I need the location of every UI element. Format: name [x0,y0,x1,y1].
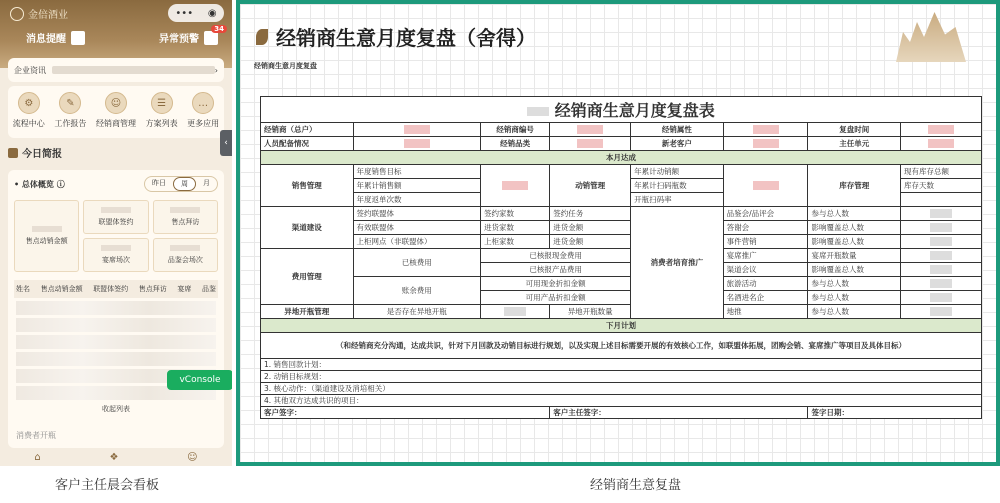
mini-program-capsule[interactable] [168,4,224,22]
label-customer-type: 新老客户 [631,137,724,151]
brand-logo [10,6,68,21]
dealer-icon: ☺ [105,92,127,114]
list-icon: ☰ [151,92,173,114]
more-icon[interactable]: ••• [175,7,194,19]
consumer-item: 事件营销 [723,235,808,249]
redacted-value [504,307,526,316]
consumer-item: 名酒进名企 [723,291,808,305]
metric-sales-amount[interactable] [14,200,79,272]
leaf-icon [256,29,268,45]
consumer-item: 旅游活动 [723,277,808,291]
consumer-metric: 影响覆盖总人数 [808,235,901,249]
channel-count: 上柜家数 [481,235,550,249]
metric-visit[interactable] [153,200,218,234]
redacted-value [930,293,952,302]
logo-text: 金倍酒业 [28,10,68,21]
label-staff: 人员配备情况 [261,137,354,151]
redacted-value [577,139,603,148]
metric-label: 联盟体签约 [98,218,134,226]
side-drawer-handle[interactable]: ‹ [220,130,232,156]
tab-home-icon[interactable]: ⌂ [34,452,41,463]
fee-item: 已核报产品费用 [481,263,631,277]
consumer-item: 答谢会 [723,221,808,235]
channel-count: 进货家数 [481,221,550,235]
redacted-value [404,125,430,134]
metric-label: 品鉴会场次 [167,256,203,264]
brief-icon [8,148,18,158]
label-channel: 渠道建设 [261,207,354,249]
redacted-value [928,139,954,148]
table-title-cell [261,97,982,123]
move-item: 开瓶扫码率 [631,193,724,207]
enterprise-news-bar[interactable] [8,58,224,82]
redacted-value [930,279,952,288]
redacted-mark [527,107,549,116]
label-review-time: 复盘时间 [808,123,901,137]
open-question: 是否存在异地开瓶 [353,305,481,319]
left-caption: 客户主任晨会看板 [55,478,160,493]
redacted-value [930,237,952,246]
move-item: 年累计扫码瓶数 [631,179,724,193]
col-visit: 售点拜访 [138,285,167,293]
app-label: 方案列表 [145,119,178,128]
review-panel [236,0,1000,466]
app-label: 经销商管理 [95,119,136,128]
consumer-metric: 影响覆盖总人数 [808,263,901,277]
move-item: 年累计动销额 [631,165,724,179]
app-dealer-management[interactable] [96,92,136,138]
label-stock: 库存管理 [808,165,901,207]
redacted-value [928,125,954,134]
consumer-item: 品鉴会/品评会 [723,207,808,221]
more-apps-icon: … [192,92,214,114]
label-sales: 销售管理 [261,165,354,207]
table-row [16,318,216,332]
news-text [52,66,215,74]
bottom-tabbar [0,452,232,466]
metric-label: 宴席场次 [101,256,130,264]
overview-card [8,170,224,448]
message-label: 消息提醒 [26,34,66,45]
app-more[interactable] [187,92,219,138]
fee-item: 可用产品折扣金额 [481,291,631,305]
fee-item: 已核报现金费用 [481,249,631,263]
alert-label: 异常预警 [159,34,199,45]
metric-value [170,207,200,213]
label-consumer: 消费者培育推广 [631,207,724,319]
report-icon: ✎ [59,92,81,114]
app-label: 更多应用 [187,119,220,128]
consumer-metric: 参与总人数 [808,277,901,291]
sign-customer: 客户签字： [261,407,550,419]
col-banquet: 宴席 [177,285,192,293]
redacted-value [753,125,779,134]
right-caption: 经销商生意复盘 [590,478,682,493]
skyline-decoration [896,12,966,62]
metric-grid [14,200,218,272]
app-process-center[interactable] [13,92,45,138]
alert-badge: 34 [211,25,227,33]
seg-week[interactable]: 周 [173,177,196,191]
chevron-right-icon: › [214,65,218,75]
app-plan-list[interactable] [146,92,178,138]
label-move: 动销管理 [550,165,631,207]
fee-item: 可用现金折扣金额 [481,277,631,291]
label-dealer-no: 经销商编号 [481,123,550,137]
sales-item: 年度返单次数 [353,193,481,207]
message-icon [71,31,85,45]
plan-line: 3. 核心动作：（渠道建设及消培相关） [261,383,982,395]
sheet-subtitle: 经销商生意月度复盘 [254,62,317,70]
overview-title: • 总体概览 ⓘ [14,179,65,189]
app-work-report[interactable] [54,92,86,138]
fee-verified: 已核费用 [353,249,481,277]
today-brief-title [8,145,62,160]
next-description: （和经销商充分沟通，达成共识，针对下月回款及动销目标进行规划，以及实现上述目标需要开展的有效核心工作，如联盟体拓展，团购会销、宴席推广等项目及具体目标） [261,333,982,359]
col-alliance: 联盟体签约 [93,285,129,293]
col-sales: 售点动销金额 [40,285,83,293]
label-open: 异地开瓶管理 [261,305,354,319]
review-table [260,96,982,419]
consumer-metric: 参与总人数 [808,207,901,221]
redacted-value [577,125,603,134]
consumer-metric: 影响覆盖总人数 [808,221,901,235]
channel-item: 有效联盟体 [353,221,481,235]
channel-item: 上柜网点（非联盟体） [353,235,481,249]
col-name: 姓名 [16,285,30,293]
consumer-metric: 参与总人数 [808,291,901,305]
redacted-value [753,139,779,148]
logo-icon [10,7,24,21]
collapse-list-button[interactable]: 收起列表 [102,405,130,413]
metric-value [32,226,62,232]
table-header [14,280,218,298]
app-shortcuts [8,86,224,138]
redacted-value [930,223,952,232]
stock-item: 现有库存总额 [901,165,982,179]
tab-work-icon[interactable]: ❖ [109,452,119,463]
today-label: 今日简报 [22,149,62,160]
alert-icon [204,24,224,45]
process-icon: ⚙ [18,92,40,114]
consumer-metric: 宴席开瓶数量 [808,249,901,263]
section-next: 下月计划 [261,319,982,333]
redacted-value [502,181,528,190]
mobile-dashboard [0,0,232,466]
metric-value [101,245,131,251]
plan-line: 2. 动销目标规划： [261,371,982,383]
app-label: 工作报告 [54,119,87,128]
period-segment [144,176,218,192]
app-label: 流程中心 [12,119,45,128]
label-attr: 经销属性 [631,123,724,137]
sales-item: 年度销售目标 [353,165,481,179]
redacted-value [753,181,779,190]
close-icon[interactable]: ◉ [207,7,217,19]
redacted-value [930,307,952,316]
table-row [16,335,216,349]
consumer-item: 宴席推广 [723,249,808,263]
label-category: 经销品类 [481,137,550,151]
channel-task: 进货金额 [550,235,631,249]
metric-label: 售点动销金额 [25,237,68,245]
seg-month[interactable]: 月 [203,179,210,187]
consumer-item: 地推 [723,305,808,319]
metric-banquet[interactable] [83,238,148,272]
channel-item: 签约联盟体 [353,207,481,221]
table-row [16,352,216,366]
col-tasting: 品鉴 [201,285,216,293]
sheet-title-text: 经销商生意月度复盘（舍得） [276,26,536,50]
consumer-open-section: 消费者开瓶 [16,431,56,440]
metric-value [170,245,200,251]
seg-yesterday[interactable]: 昨日 [152,179,166,187]
consumer-item: 渠道会议 [723,263,808,277]
sales-item: 年累计销售额 [353,179,481,193]
stock-item: 库存天数 [901,179,982,193]
plan-line: 1. 销售回款计划： [261,359,982,371]
table-title: 经销商生意月度复盘表 [554,101,715,120]
message-reminder-button[interactable] [26,30,85,45]
overview-title-text: 总体概览 [21,179,54,189]
alert-warning-button[interactable] [159,24,224,45]
open-count: 异地开瓶数量 [550,305,631,319]
tab-mine-icon[interactable]: ☺ [187,452,198,463]
plan-line: 4. 其他双方达成共识的项目： [261,395,982,407]
redacted-value [404,139,430,148]
consumer-metric: 参与总人数 [808,305,901,319]
channel-task: 进货金额 [550,221,631,235]
label-unit: 主任单元 [808,137,901,151]
enterprise-news-label: 企业资讯 [14,65,46,75]
metric-label: 售点拜访 [171,218,200,226]
channel-task: 签约任务 [550,207,631,221]
label-fee: 费用管理 [261,249,354,305]
redacted-value [930,251,952,260]
sign-date: 签字日期： [808,407,982,419]
review-sheet [240,4,996,462]
table-row [16,301,216,315]
section-month: 本月达成 [261,151,982,165]
fee-balance: 账余费用 [353,277,481,305]
redacted-value [930,209,952,218]
sign-director: 客户主任签字： [550,407,808,419]
channel-count: 签约家数 [481,207,550,221]
label-dealer: 经销商（总户） [261,123,354,137]
metric-tasting[interactable] [153,238,218,272]
metric-alliance[interactable] [83,200,148,234]
vconsole-button[interactable]: vConsole [167,370,232,390]
redacted-value [930,265,952,274]
sheet-title [256,22,536,51]
metric-value [101,207,131,213]
